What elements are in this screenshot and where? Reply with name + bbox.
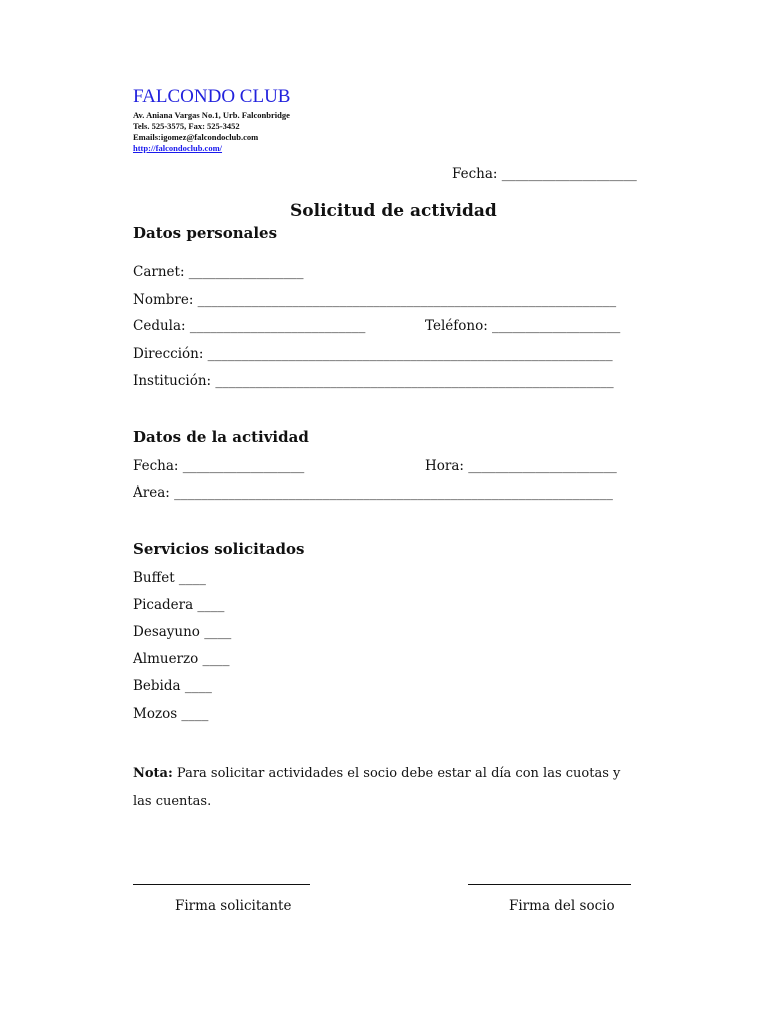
signature-line-member[interactable] xyxy=(468,884,631,885)
page-title: Solicitud de actividad xyxy=(290,201,497,221)
note-paragraph xyxy=(133,760,623,816)
club-name: FALCONDO CLUB xyxy=(133,86,291,107)
service-item-bebida[interactable]: Bebida ____ xyxy=(133,678,212,694)
services-heading: Servicios solicitados xyxy=(133,540,305,558)
personal-data-heading: Datos personales xyxy=(133,224,278,242)
signature-label-applicant: Firma solicitante xyxy=(175,898,292,914)
service-item-almuerzo[interactable]: Almuerzo ____ xyxy=(133,651,230,667)
signature-label-member: Firma del socio xyxy=(509,898,615,914)
club-website-link[interactable]: http://falcondoclub.com/ xyxy=(133,143,223,153)
club-address: Av. Aniana Vargas No.1, Urb. Falconbridge xyxy=(133,110,290,120)
telefono-field[interactable]: Teléfono: ___________________ xyxy=(425,318,621,334)
signature-line-applicant[interactable] xyxy=(133,884,310,885)
club-email: Emails:igomez@falcondoclub.com xyxy=(133,132,259,142)
note-text: Para solicitar actividades el socio debe estar al día con las cuotas y las cuentas. xyxy=(133,766,621,809)
note-label: Nota: xyxy=(133,766,173,781)
cedula-field[interactable]: Cedula: __________________________ xyxy=(133,318,366,334)
activity-data-heading: Datos de la actividad xyxy=(133,428,309,446)
activity-time-field[interactable]: Hora: ______________________ xyxy=(425,458,617,474)
nombre-field[interactable]: Nombre: ______________________________________________________________ xyxy=(133,292,617,308)
service-item-buffet[interactable]: Buffet ____ xyxy=(133,570,206,586)
date-field[interactable]: Fecha: ____________________ xyxy=(452,166,637,182)
service-item-desayuno[interactable]: Desayuno ____ xyxy=(133,624,232,640)
activity-area-field[interactable]: Área: _________________________________________________________________ xyxy=(133,485,613,501)
service-item-picadera[interactable]: Picadera ____ xyxy=(133,597,225,613)
direccion-field[interactable]: Dirección: ____________________________________________________________ xyxy=(133,346,613,362)
activity-date-field[interactable]: Fecha: __________________ xyxy=(133,458,305,474)
carnet-field[interactable]: Carnet: _________________ xyxy=(133,264,304,280)
service-item-mozos[interactable]: Mozos ____ xyxy=(133,706,209,722)
institucion-field[interactable]: Institución: ___________________________________________________________ xyxy=(133,373,614,389)
club-phones: Tels. 525-3575, Fax: 525-3452 xyxy=(133,121,240,131)
